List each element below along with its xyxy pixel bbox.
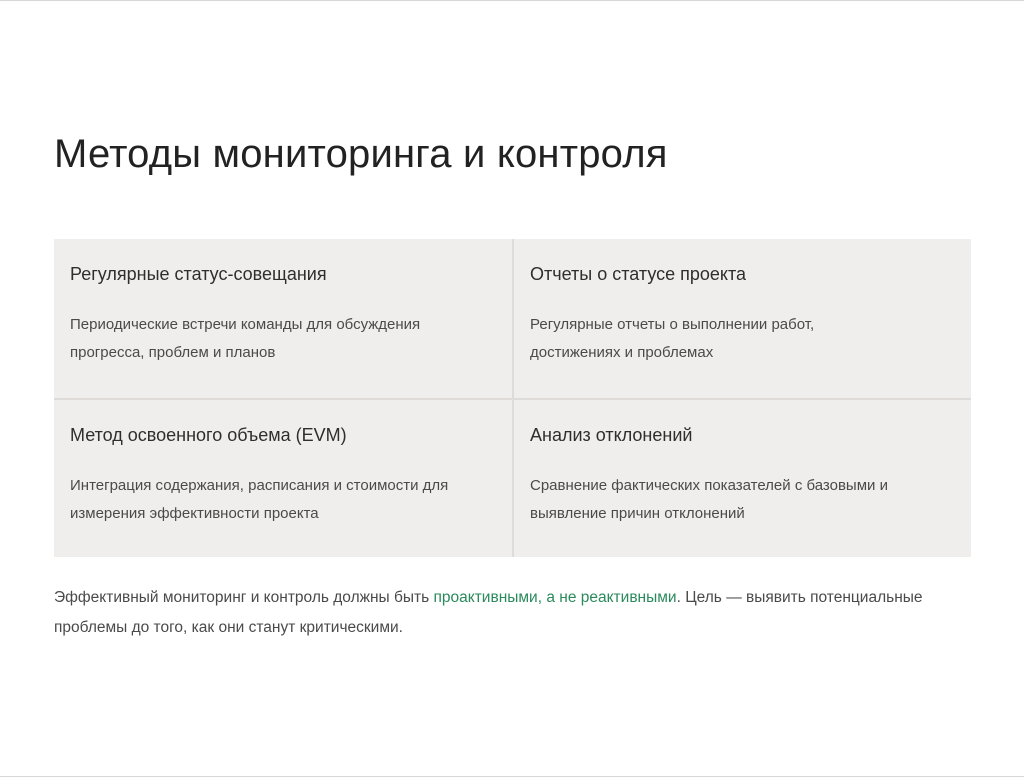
methods-grid	[54, 239, 971, 557]
method-description: Регулярные отчеты о выполнении работ, достижениях и проблемах	[530, 316, 815, 361]
method-card-status-meetings	[54, 239, 512, 398]
method-title: Метод освоенного объема (EVM)	[70, 425, 347, 445]
method-card-status-reports	[514, 239, 971, 398]
summary-note	[54, 583, 954, 643]
method-title: Регулярные статус-совещания	[70, 264, 327, 284]
note-text-after: . Цель — выявить потенциальные проблемы до того, как они станут критическими.	[54, 589, 923, 636]
note-highlight: проактивными, а не реактивными	[433, 589, 677, 606]
method-title: Отчеты о статусе проекта	[530, 264, 747, 284]
method-description: Интеграция содержания, расписания и стоимости для измерения эффективности проекта	[70, 477, 449, 522]
method-card-variance-analysis	[514, 400, 971, 557]
method-title: Анализ отклонений	[530, 425, 693, 445]
note-text-before: Эффективный мониторинг и контроль должны быть	[54, 589, 434, 606]
method-description: Периодические встречи команды для обсуждения прогресса, проблем и планов	[70, 316, 421, 361]
method-card-evm	[54, 400, 512, 557]
slide-title: Методы мониторинга и контроля	[54, 132, 668, 176]
method-description: Сравнение фактических показателей с базовыми и выявление причин отклонений	[530, 477, 888, 522]
